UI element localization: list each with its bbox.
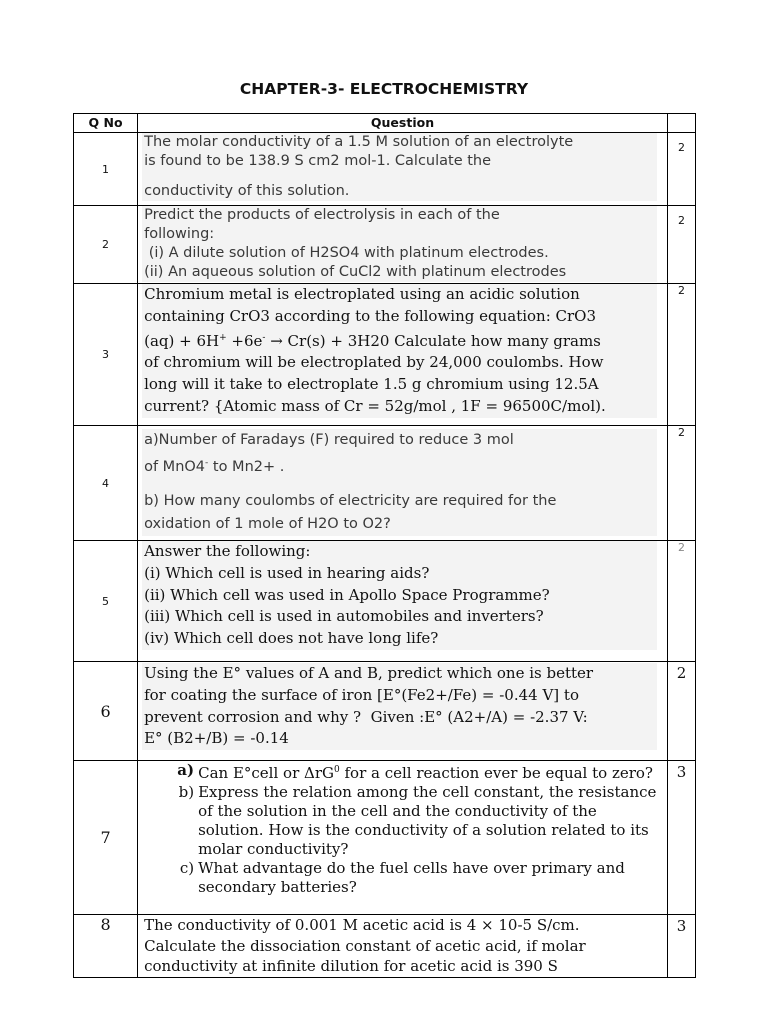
question-line: is found to be 138.9 S cm2 mol-1. Calculate the [144, 153, 492, 169]
question-line: following: [144, 226, 215, 242]
question-number: 4 [74, 426, 138, 541]
question-line: conductivity of this solution. [144, 183, 350, 199]
question-line: Chromium metal is electroplated using an acidic solution [144, 285, 580, 303]
question-line: Answer the following: [144, 542, 311, 560]
question-text [138, 662, 668, 761]
question-line: (iii) Which cell is used in automobiles and inverters? [144, 607, 544, 626]
table-row [74, 915, 696, 978]
table-row [74, 426, 696, 541]
list-item: c) What advantage do the fuel cells have over primary and secondary batteries? [179, 859, 625, 896]
list-item: b) Express the relation among the cell constant, the resistance of the solution in the cell and the conductivity of the solution. How is the conductivity of a solution related to its molar conductivity? [178, 783, 657, 858]
question-line: (ii) Which cell was used in Apollo Space Programme? [144, 585, 550, 604]
question-number: 5 [74, 541, 138, 662]
table-row [74, 133, 696, 206]
table-row [74, 284, 696, 426]
question-table [73, 113, 696, 978]
question-text [138, 206, 668, 284]
marks-value: 2 [667, 133, 695, 206]
question-line: (i) Which cell is used in hearing aids? [144, 563, 430, 582]
question-line: a)Number of Faradays (F) required to reduce 3 mol [144, 432, 514, 448]
question-line: (aq) + 6H+ +6e- → Cr(s) + 3H20 Calculate how many grams [144, 331, 601, 350]
question-line: oxidation of 1 mole of H2O to O2? [144, 515, 391, 532]
question-text [138, 541, 668, 662]
marks-value: 2 [667, 426, 695, 541]
question-line: conductivity at infinite dilution for acetic acid is 390 S [144, 957, 558, 975]
table-row [74, 206, 696, 284]
table-row [74, 761, 696, 915]
question-text [138, 426, 668, 541]
marks-value: 2 [667, 284, 695, 426]
question-line: The conductivity of 0.001 M acetic acid is 4 × 10-5 S/cm. [144, 916, 580, 934]
question-line: (ii) An aqueous solution of CuCl2 with platinum electrodes [144, 264, 567, 280]
marks-value: 2 [667, 662, 695, 761]
question-line: of chromium will be electroplated by 24,000 coulombs. How [144, 353, 604, 372]
list-item: a) Can E°cell or ΔrG$^0$ for a cell reaction ever be equal to zero? [177, 761, 653, 782]
question-line: current? {Atomic mass of Cr = 52g/mol , 1F = 96500C/mol). [144, 396, 606, 415]
question-line: E° (B2+/B) = -0.14 [144, 729, 289, 748]
question-text [138, 284, 668, 426]
question-number: 2 [74, 206, 138, 284]
question-number: 1 [74, 133, 138, 206]
question-line: b) How many coulombs of electricity are required for the [144, 492, 557, 509]
question-line: Predict the products of electrolysis in each of the [144, 207, 500, 223]
question-line: (i) A dilute solution of H2SO4 with platinum electrodes. [144, 245, 549, 261]
question-line: of MnO4- to Mn2+ . [144, 458, 285, 475]
header-marks [667, 114, 695, 133]
marks-value: 2 [667, 206, 695, 284]
question-line: Calculate the dissociation constant of acetic acid, if molar [144, 936, 586, 955]
question-number: 3 [74, 284, 138, 426]
table-header-row [74, 114, 696, 133]
table-row [74, 541, 696, 662]
table-row [74, 662, 696, 761]
header-qno: Q No [74, 114, 138, 133]
marks-value: 3 [667, 915, 695, 978]
question-number: 7 [74, 761, 138, 915]
question-line: prevent corrosion and why ? Given :E° (A2+/A) = -2.37 V: [144, 707, 588, 726]
question-line: for coating the surface of iron [E°(Fe2+/Fe) = -0.44 V] to [144, 685, 579, 704]
question-number: 8 [74, 915, 138, 978]
question-text [138, 133, 668, 206]
question-line: The molar conductivity of a 1.5 M solution of an electrolyte [144, 134, 574, 150]
marks-value: 2 [667, 541, 695, 662]
question-number: 6 [74, 662, 138, 761]
question-line: containing CrO3 according to the following equation: CrO3 [144, 306, 597, 325]
question-text [138, 915, 668, 978]
question-line: (iv) Which cell does not have long life? [144, 629, 439, 648]
question-text [138, 761, 668, 915]
question-line: long will it take to electroplate 1.5 g chromium using 12.5A [144, 375, 599, 394]
header-question: Question [138, 114, 668, 133]
question-line: Using the E° values of A and B, predict which one is better [144, 664, 594, 682]
marks-value: 3 [667, 761, 695, 915]
page-title: CHAPTER-3- ELECTROCHEMISTRY [239, 80, 529, 98]
